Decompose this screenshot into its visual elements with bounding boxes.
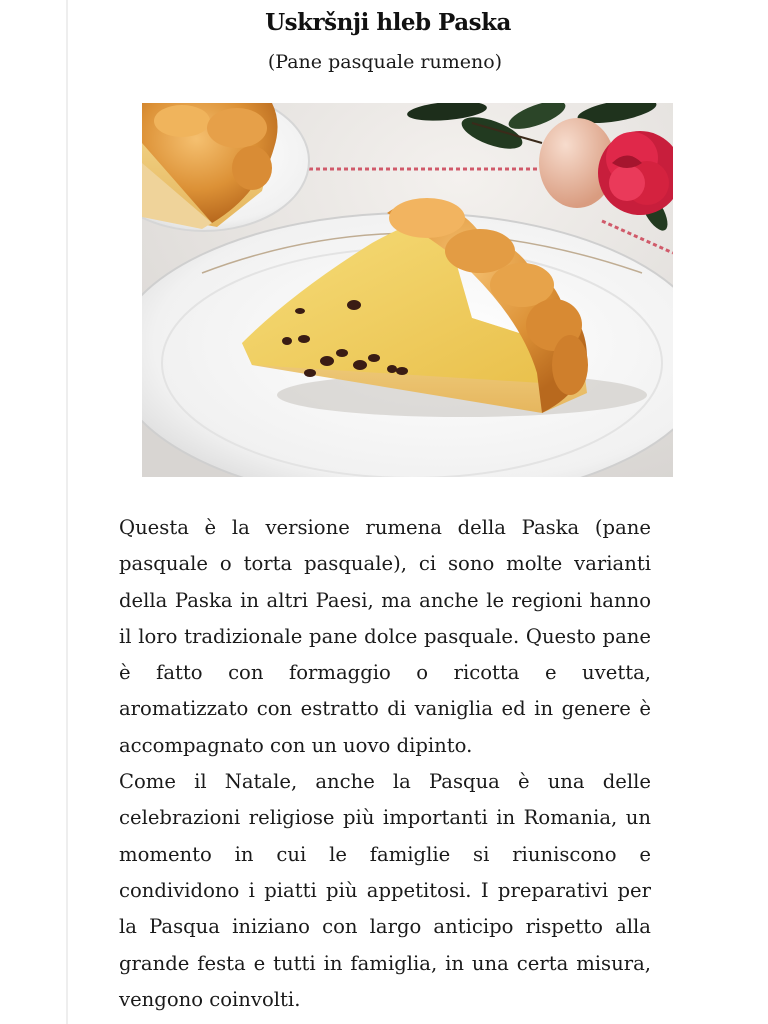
- article-subtitle: (Pane pasquale rumeno): [267, 51, 503, 73]
- paragraph-easter: Come il Natale, anche la Pasqua è una delle celebrazioni religiose più importanti in Romania, un momento in cui le famiglie si riuniscono e condividono i piatti più appetitosi. I preparativi per la Pasqua iniziano con largo anticipo rispetto alla grande festa e tutti in famiglia, in una certa misura, vengono coinvolti.: [119, 770, 651, 1011]
- paska-photo-illustration: [142, 103, 673, 477]
- paragraph-intro: Questa è la versione rumena della Paska (pane pasquale o torta pasquale), ci sono molte varianti della Paska in altri Paesi, ma anche le regioni hanno il loro tradizionale pane dolce pasquale. Questo pane è fatto con formaggio o ricotta e uvetta, aromatizzato con estratto di vaniglia ed in genere è accompagnato con un uovo dipinto.: [119, 516, 651, 757]
- paska-photo: [142, 103, 673, 477]
- article-body: [119, 510, 651, 1018]
- page-margin-rule: [66, 0, 68, 1024]
- article-title: Uskršnji hleb Paska: [265, 9, 511, 36]
